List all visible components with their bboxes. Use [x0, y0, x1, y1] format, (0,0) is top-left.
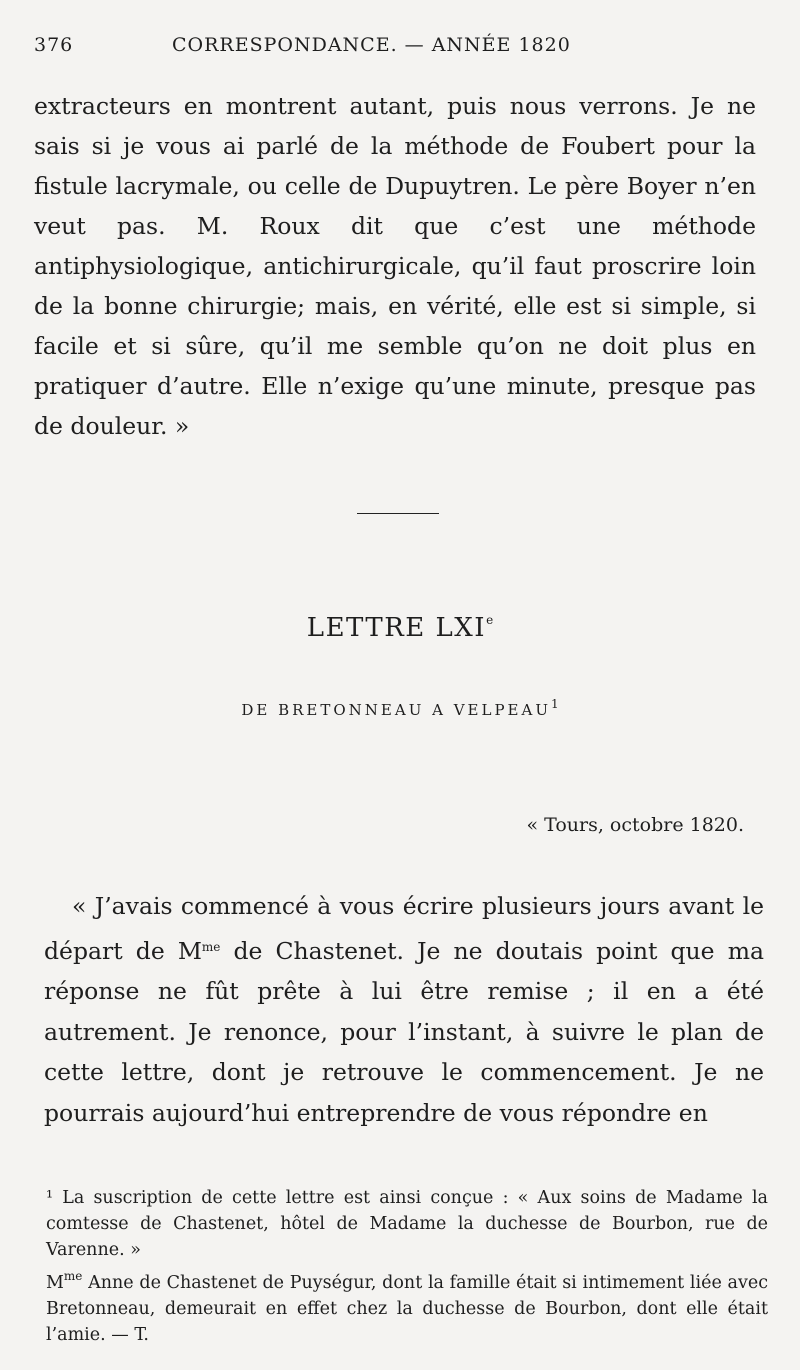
- letter-title-suffix: e: [486, 613, 494, 627]
- running-head: [34, 34, 734, 60]
- dateline: « Tours, octobre 1820.: [526, 814, 744, 836]
- footnote-2: [46, 1263, 768, 1348]
- letter-body-part1: « J’avais commencé à vous écrire plusieurs jours avant le départ de M: [44, 892, 764, 965]
- continuation-paragraph: [34, 86, 756, 446]
- title-abbreviation: me: [201, 939, 221, 954]
- page-number: 376: [34, 34, 74, 56]
- letter-subtitle-text: DE BRETONNEAU A VELPEAU: [241, 701, 551, 719]
- footnote-2-text: Anne de Chastenet de Puységur, dont la famille était si intimement liée avec Bretonneau, demeurait en effet chez la duchesse de Bourbon, dont elle était l’amie. — T.: [46, 1273, 768, 1345]
- section-divider: [357, 513, 439, 514]
- footnote-1: ¹ La suscription de cette lettre est ainsi conçue : « Aux soins de Madame la comtesse de Chastenet, hôtel de Madame la duchesse de Bourbon, rue de Varenne. »: [46, 1188, 768, 1260]
- letter-body-text: [44, 886, 764, 1133]
- footnote-2-abbr-sup: me: [63, 1269, 83, 1283]
- footnote-ref: 1: [550, 697, 559, 711]
- footnote-2-abbr: M: [46, 1273, 64, 1293]
- letter-subtitle: [0, 697, 800, 719]
- letter-title-text: LETTRE LXI: [306, 613, 487, 643]
- continuation-text: extracteurs en montrent autant, puis nous verrons. Je ne sais si je vous ai parlé de la méthode de Foubert pour la fistule lacrymale, ou celle de Dupuytren. Le père Boyer n’en veut pas. M. Roux dit que c’est une méthode antiphysiologique, antichirurgicale, qu’il faut proscrire loin de la bonne chirurgie; mais, en vérité, elle est si simple, si facile et si sûre, qu’il me semble qu’on ne doit plus en pratiquer d’autre. Elle n’exige qu’une minute, presque pas de douleur. »: [34, 92, 756, 440]
- footnotes: [46, 1185, 768, 1348]
- letter-body: [44, 886, 764, 1133]
- letter-title: [0, 613, 800, 643]
- letter-body-part2: de Chastenet. Je ne doutais point que ma réponse ne fût prête à lui être remise ; il en a été autrement. Je renonce, pour l’instant, à suivre le plan de cette lettre, dont je retrouve le commencement. Je ne pourrais aujourd’hui entreprendre de vous répondre en: [44, 936, 764, 1127]
- running-title: CORRESPONDANCE. — ANNÉE 1820: [172, 34, 571, 56]
